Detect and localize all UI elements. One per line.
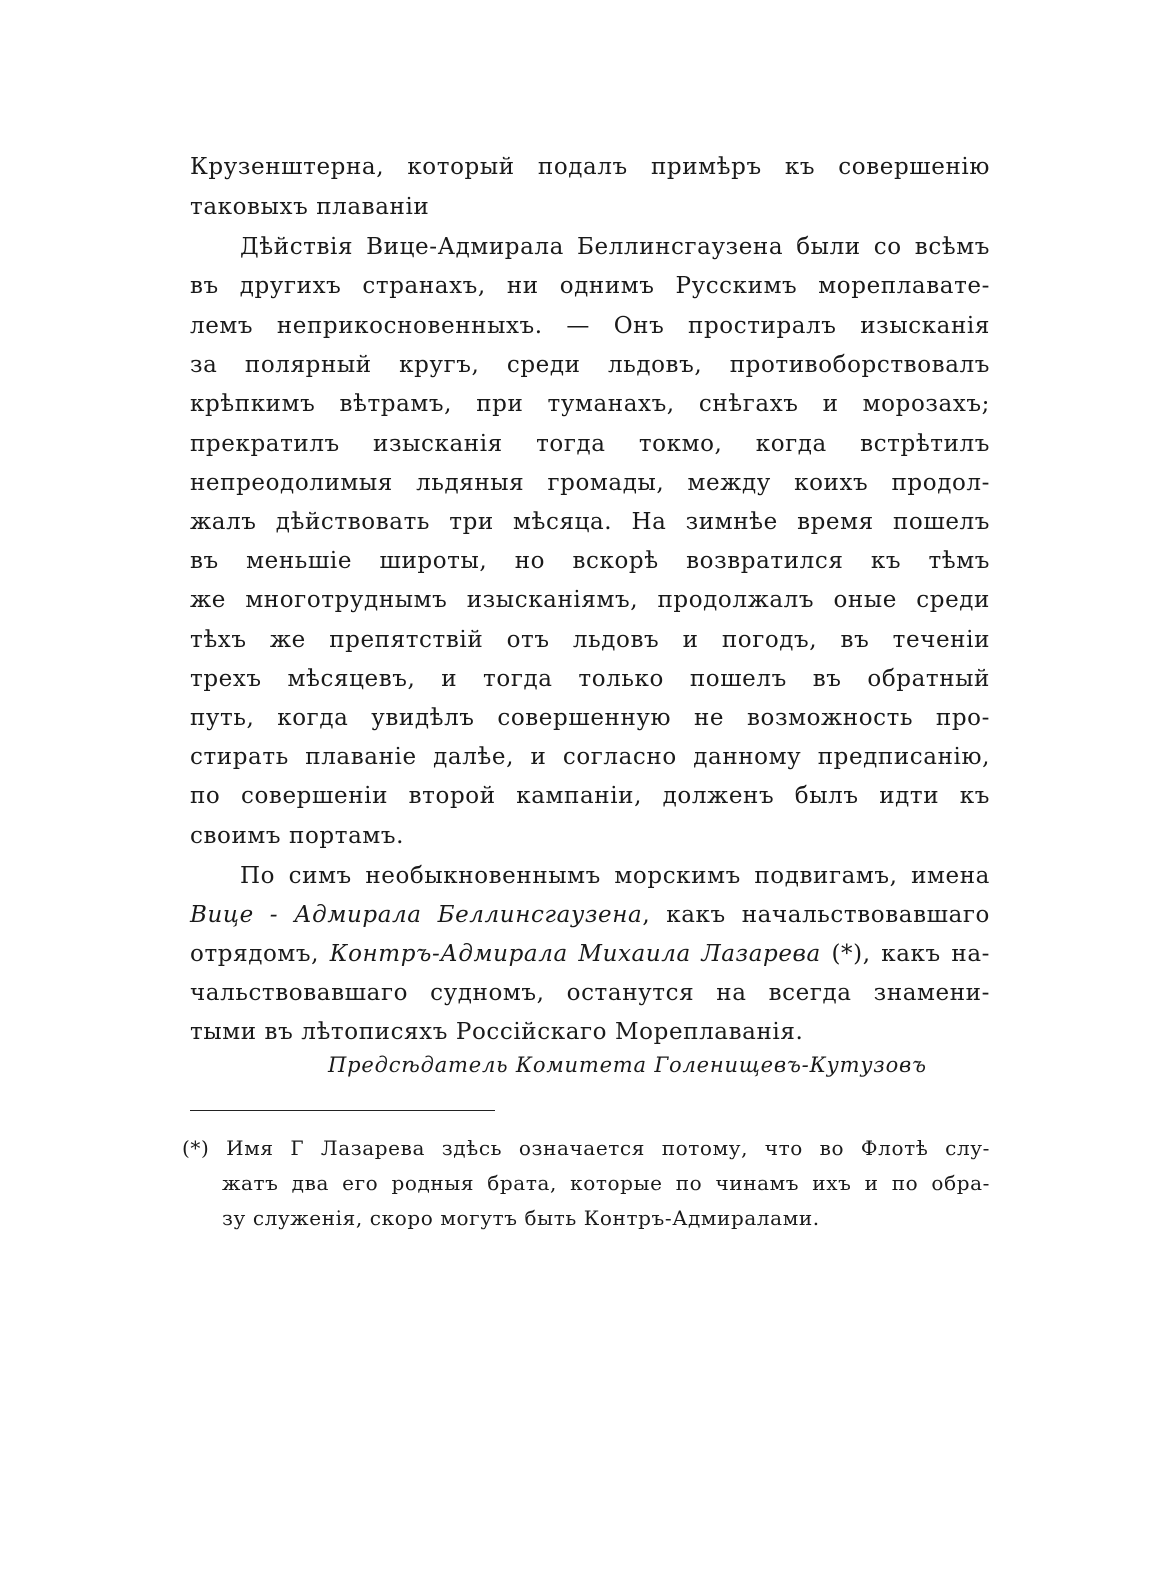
body-line: стирать плаваніе далѣе, и согласно данному предписанію, [190, 744, 990, 770]
italic-name: Вице - Адмирала Беллинсгаузена [190, 902, 643, 928]
italic-name: Контръ-Адмирала Михаила Лазарева [329, 941, 821, 967]
body-line [190, 900, 990, 930]
footnote-line: зу служенія, скоро могутъ быть Контръ-Адмиралами. [222, 1206, 820, 1230]
body-line: своимъ портамъ. [190, 823, 405, 849]
body-line: въ другихъ странахъ, ни однимъ Русскимъ мореплавате- [190, 273, 990, 299]
body-line: тѣхъ же препятствій отъ льдовъ и погодъ, въ теченіи [190, 627, 990, 653]
body-line: чальствовавшаго судномъ, останутся на всегда знамени- [190, 980, 990, 1006]
body-line: трехъ мѣсяцевъ, и тогда только пошелъ въ обратный [190, 666, 990, 692]
body-line: таковыхъ плаваніи [190, 194, 430, 220]
body-line: тыми въ лѣтописяхъ Россійскаго Мореплаванія. [190, 1019, 804, 1045]
body-line: же многотруднымъ изысканіямъ, продолжалъ оные среди [190, 587, 990, 613]
body-text: отрядомъ, [190, 941, 330, 967]
body-line: прекратилъ изысканія тогда токмо, когда встрѣтилъ [190, 431, 990, 457]
body-line: лемъ неприкосновенныхъ. — Онъ простиралъ изысканія [190, 313, 990, 339]
footnote-line: (*) Имя Г Лазарева здѣсь означается потому, что во Флотѣ слу- [182, 1136, 990, 1160]
footnote-rule [190, 1110, 495, 1111]
body-line: въ меньшіе широты, но вскорѣ возвратился къ тѣмъ [190, 548, 990, 574]
body-line: путь, когда увидѣлъ совершенную не возможность про- [190, 705, 990, 731]
body-line: Дѣйствія Вице-Адмирала Беллинсгаузена были со всѣмъ [240, 234, 990, 260]
body-line: крѣпкимъ вѣтрамъ, при туманахъ, снѣгахъ и морозахъ; [190, 391, 990, 417]
footnote-line: жатъ два его родныя брата, которые по чинамъ ихъ и по обра- [222, 1171, 990, 1195]
body-line: Крузенштерна, который подалъ примѣръ къ совершенію [190, 154, 990, 180]
body-line: по совершеніи второй кампаніи, долженъ былъ идти къ [190, 783, 990, 809]
body-line: непреодолимыя льдяныя громады, между коихъ продол- [190, 470, 990, 496]
body-line: жалъ дѣйствовать три мѣсяца. На зимнѣе время пошелъ [190, 509, 990, 535]
body-text: (*), какъ на- [820, 941, 990, 967]
body-line [190, 939, 990, 969]
body-line: По симъ необыкновеннымъ морскимъ подвигамъ, имена [240, 863, 990, 889]
signature: Предсѣдатель Комитета Голенищевъ-Кутузовъ [328, 1053, 927, 1077]
body-text: , какъ начальствовавшаго [642, 902, 991, 928]
body-line: за полярный кругъ, среди льдовъ, противоборствовалъ [190, 352, 990, 378]
